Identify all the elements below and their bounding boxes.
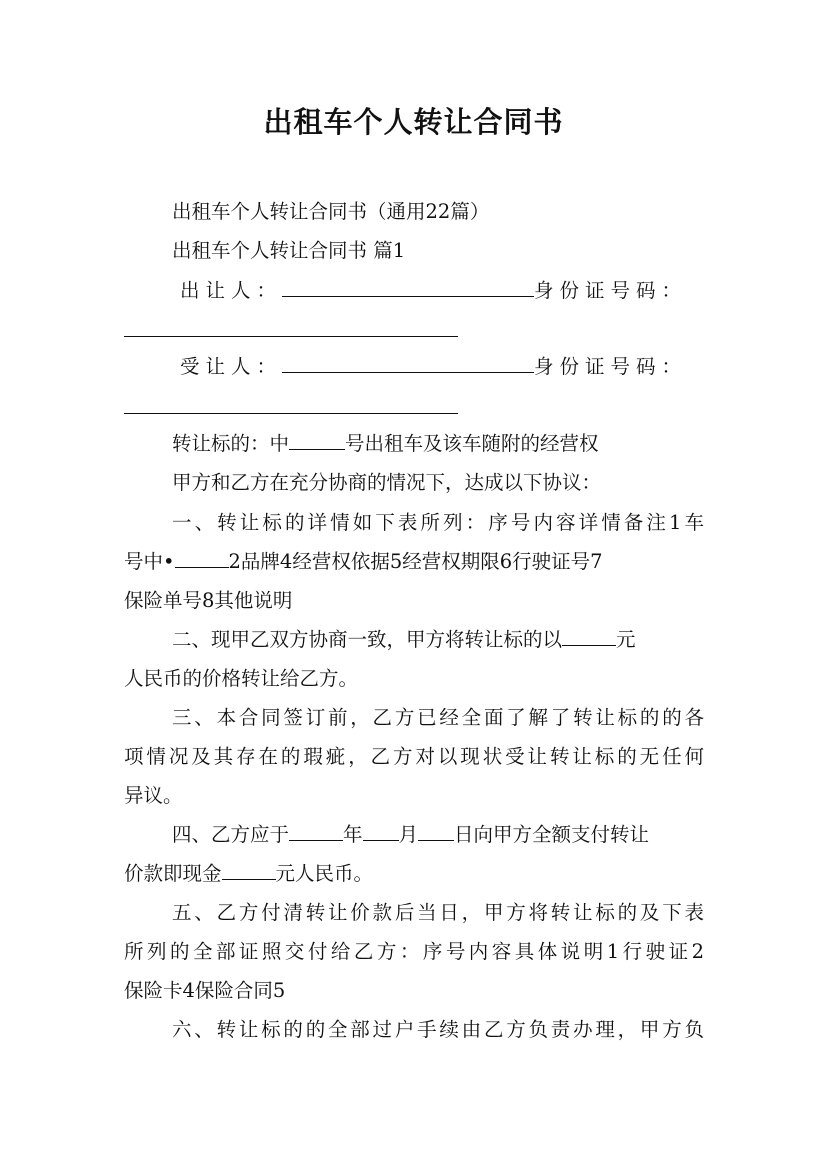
clause-4-text-f: 元人民币。 — [275, 862, 374, 885]
clause-6-line-1: 六、转让标的的全部过户手续由乙方负责办理，甲方负 — [172, 1018, 704, 1041]
transferee-label: 受让人： — [180, 355, 283, 378]
clause-4-line-1 — [172, 815, 704, 855]
clause-1-line-2 — [124, 542, 704, 582]
year-blank — [289, 822, 343, 841]
clause-2-text-a: 二、现甲乙双方协商一致，甲方将转让标的以 — [172, 628, 563, 651]
clause-2-text-b: 元 — [616, 628, 636, 651]
cash-blank — [222, 861, 276, 880]
subtitle-line: 出租车个人转让合同书（通用22篇） — [172, 200, 490, 223]
clause-4-line-2 — [124, 854, 704, 894]
clause-5-line-2: 所列的全部证照交付给乙方：序号内容具体说明1行驶证2 — [124, 940, 704, 963]
transferor-label: 出让人： — [180, 279, 283, 302]
clause-2-line-1 — [172, 620, 704, 660]
clause-5-line-1: 五、乙方付清转让价款后当日，甲方将转让标的及下表 — [172, 901, 704, 924]
clause-5-line-3: 保险卡4保险合同5 — [124, 979, 286, 1002]
day-blank — [418, 822, 454, 841]
plate-blank — [289, 431, 345, 450]
clause-1-text-b: 2品牌4经营权依据5经营权期限6行驶证号7 — [228, 550, 603, 573]
clause-1-text-a: 号中• — [124, 550, 175, 573]
clause-4-text-e: 价款即现金 — [124, 862, 222, 885]
month-blank — [363, 822, 399, 841]
section-heading: 出租车个人转让合同书 篇1 — [172, 239, 406, 262]
transferor-id-blank — [124, 336, 458, 337]
clause-3-line-2: 项情况及其存在的瑕疵，乙方对以现状受让转让标的无任何 — [124, 745, 704, 768]
subject-text-a: 转让标的：中 — [172, 432, 290, 455]
clause-1-line-1: 一、转让标的详情如下表所列：序号内容详情备注1车 — [172, 511, 704, 534]
agreement-intro: 甲方和乙方在充分协商的情况下，达成以下协议： — [172, 471, 602, 494]
clause-2-line-2: 人民币的价格转让给乙方。 — [124, 667, 359, 690]
price-blank — [562, 627, 616, 646]
clause-4-text-b: 年 — [343, 823, 363, 846]
transferee-id-blank — [124, 413, 458, 414]
transferor-blank — [282, 278, 534, 297]
clause-3-line-1: 三、本合同签订前，乙方已经全面了解了转让标的的各 — [172, 706, 704, 729]
id-number-label: 身份证号码： — [534, 279, 688, 302]
subject-text-b: 号出租车及该车随附的经营权 — [345, 432, 599, 455]
clause-4-text-c: 月 — [398, 823, 419, 846]
id-number-label: 身份证号码： — [534, 355, 688, 378]
clause-4-text-a: 四、乙方应于 — [172, 823, 290, 846]
transferee-blank — [282, 354, 534, 373]
transferee-row — [180, 347, 704, 387]
transferor-row — [180, 271, 704, 311]
subject-line — [172, 424, 704, 464]
document-title: 出租车个人转让合同书 — [263, 105, 564, 139]
plate-no-blank — [175, 549, 229, 568]
clause-1-line-3: 保险单号8其他说明 — [124, 589, 293, 612]
clause-4-text-d: 日向甲方全额支付转让 — [454, 823, 650, 846]
clause-3-line-3: 异议。 — [124, 784, 183, 807]
